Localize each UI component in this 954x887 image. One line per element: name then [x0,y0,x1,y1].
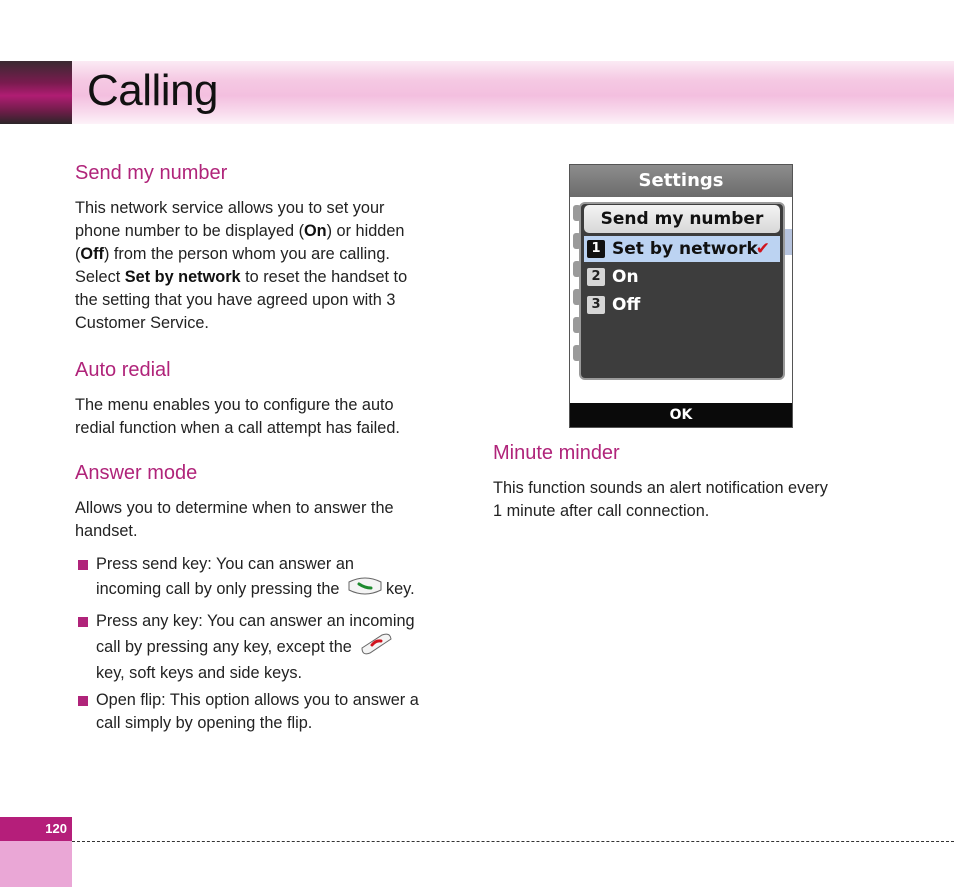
check-icon: ✔ [755,239,770,259]
answer-mode-body [75,497,455,543]
text-line: handset. [75,522,138,540]
text-line: Press any key: You can answer an incoming [96,612,415,630]
text-line: Press send key: You can answer an [96,555,354,573]
option-off[interactable] [584,292,780,318]
bullet-square-icon [78,617,88,627]
text-line: call simply by opening the flip. [96,714,313,732]
text-line: Customer Service. [75,314,209,332]
text-line: phone number to be displayed (On) or hidden [75,222,405,240]
bullet-open-flip [76,689,456,737]
minute-minder-body [493,477,893,523]
number-badge: 3 [587,296,605,314]
bullet-square-icon [78,560,88,570]
option-label: Set by network [612,239,758,259]
text-line: redial function when a call attempt has failed. [75,419,400,437]
text-line: This function sounds an alert notification every [493,479,828,497]
text-line: the setting that you have agreed upon with 3 [75,291,396,309]
bullet-press-send-key [76,553,456,601]
bullet-square-icon [78,696,88,706]
footer-accent-block [0,841,72,887]
text-line: Allows you to determine when to answer the [75,499,394,517]
page-number: 120 [45,821,67,836]
bullet-press-any-key [76,610,456,682]
section-title-answer-mode: Answer mode [75,462,198,484]
section-title-minute-minder: Minute minder [493,442,620,464]
footer-dashed-divider [72,841,954,842]
number-badge: 2 [587,268,605,286]
text-line: 1 minute after call connection. [493,502,710,520]
option-label: Off [612,295,641,315]
option-label: On [612,267,639,287]
end-key-icon [358,633,394,662]
section-title-auto-redial: Auto redial [75,359,171,381]
auto-redial-body [75,394,455,440]
text-line: This network service allows you to set your [75,199,385,217]
send-key-icon [346,576,384,603]
option-set-by-network[interactable] [584,236,780,262]
option-on[interactable] [584,264,780,290]
phone-screenshot [569,164,793,428]
popup-title: Send my number [584,205,780,233]
text-line: Select Set by network to reset the handset to [75,268,408,286]
page-title: Calling [87,66,219,115]
text-line: key, soft keys and side keys. [96,664,303,682]
header-accent-block [0,61,72,124]
text-line: incoming call by only pressing the key. [96,576,456,603]
send-my-number-body [75,197,455,335]
text-line: The menu enables you to configure the auto [75,396,394,414]
phone-screen-title: Settings [570,165,792,197]
softkey-ok[interactable]: OK [570,403,792,427]
text-line: Open flip: This option allows you to answer a [96,691,419,709]
section-title-send-my-number: Send my number [75,162,228,184]
send-my-number-popup [579,202,785,380]
number-badge: 1 [587,240,605,258]
text-line: (Off) from the person whom you are calling. [75,245,390,263]
text-line: call by pressing any key, except the [96,633,456,662]
